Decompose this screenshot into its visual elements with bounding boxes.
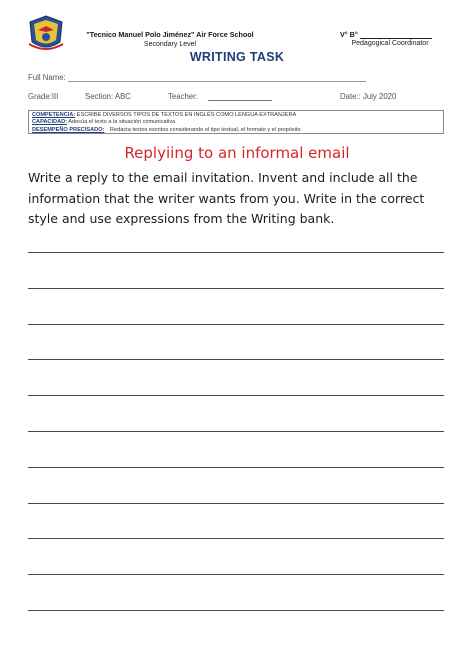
vb-label: V° B°	[340, 30, 358, 39]
vb-signature-line	[360, 31, 432, 39]
vb-field	[340, 30, 432, 39]
writing-line[interactable]	[28, 467, 444, 468]
capacidad-text: Adecúa el texto a la situación comunicativa	[68, 119, 176, 126]
competencia-label: COMPETENCIA:	[32, 112, 76, 118]
full-name-label: Full Name:	[28, 73, 66, 82]
writing-line[interactable]	[28, 288, 444, 289]
page-title: WRITING TASK	[189, 50, 285, 64]
writing-line[interactable]	[28, 610, 444, 611]
teacher-label: Teacher:	[168, 92, 198, 101]
competencia-row	[32, 112, 440, 119]
writing-line[interactable]	[28, 574, 444, 575]
school-level: Secondary Level	[143, 41, 197, 48]
writing-line[interactable]	[28, 324, 444, 325]
task-instructions: Write a reply to the email invitation. Invent and include all the information that the writer wants from you. Write in the correct style and use expressions from the Writing bank.	[28, 170, 425, 226]
writing-line[interactable]	[28, 252, 444, 253]
teacher-line[interactable]	[208, 93, 272, 101]
school-logo-icon	[26, 14, 66, 54]
desempeno-text: Redacta textos escritos considerando el tipo textual, el formato y el propósito	[109, 126, 301, 133]
writing-line[interactable]	[28, 538, 444, 539]
writing-line[interactable]	[28, 431, 444, 432]
desempeno-row	[32, 127, 440, 134]
school-name: "Tecnico Manuel Polo Jiménez" Air Force School	[86, 30, 254, 39]
date-label: Date:: July 2020	[340, 92, 397, 101]
grade-label: Grade:III	[28, 92, 59, 101]
desempeno-label: DESEMPEÑO PRECISADO:	[32, 126, 105, 133]
task-subtitle: Replyiing to an informal email	[124, 144, 350, 162]
section-label: Section: ABC	[85, 92, 131, 101]
competency-box	[28, 110, 444, 134]
coordinator-label: Pedagogical Coordinator	[351, 40, 429, 47]
full-name-line[interactable]	[68, 74, 366, 82]
teacher-field[interactable]	[168, 92, 272, 101]
writing-line[interactable]	[28, 359, 444, 360]
competencia-text: ESCRIBE DIVERSOS TIPOS DE TEXTOS EN INGLÉS COMO LENGUA EXTRANJERA	[76, 112, 297, 118]
capacidad-row	[32, 119, 440, 126]
writing-line[interactable]	[28, 503, 444, 504]
capacidad-label: CAPACIDAD:	[32, 119, 68, 126]
full-name-field[interactable]	[28, 73, 366, 82]
writing-line[interactable]	[28, 395, 444, 396]
